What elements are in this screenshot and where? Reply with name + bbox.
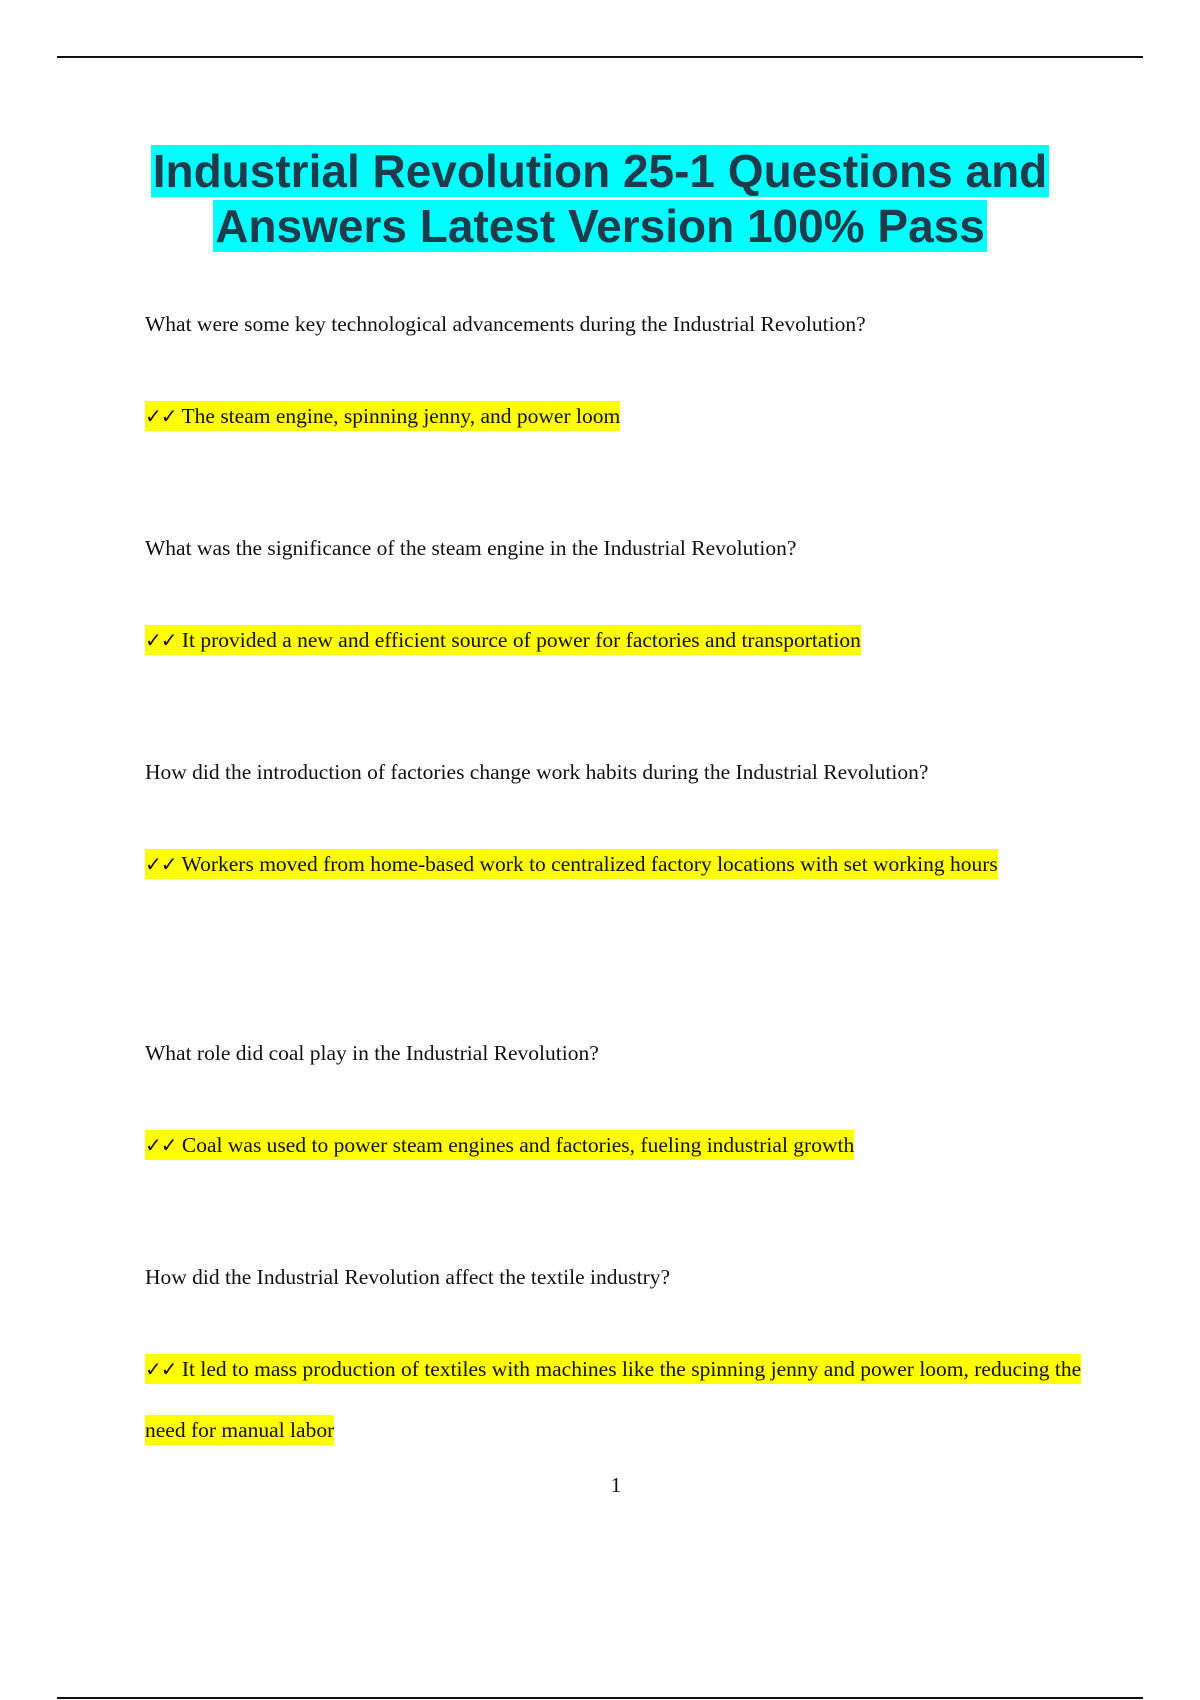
question-text: What role did coal play in the Industrial Revolution?	[145, 1041, 599, 1065]
answer-text: It led to mass production of textiles with machines like the spinning jenny and power loom, reducing the need for manual labor	[145, 1357, 1082, 1442]
answer-highlight	[145, 1130, 854, 1160]
answer	[145, 610, 1105, 671]
answer	[145, 1339, 1105, 1461]
qa-item	[145, 757, 1105, 895]
answer-text: It provided a new and efficient source of power for factories and transportation	[181, 628, 861, 652]
header-rule	[57, 56, 1143, 58]
document-title-text: Industrial Revolution 25-1 Questions and Answers Latest Version 100% Pass	[152, 145, 1048, 252]
qa-item	[145, 533, 1105, 671]
answer-highlight	[145, 401, 620, 431]
answer-text: Coal was used to power steam engines and factories, fueling industrial growth	[181, 1133, 855, 1157]
double-check-icon: ✓✓	[145, 1133, 177, 1157]
answer	[145, 834, 1105, 895]
answer	[145, 386, 1105, 447]
question-text: What was the significance of the steam engine in the Industrial Revolution?	[145, 536, 797, 560]
double-check-icon: ✓✓	[145, 1357, 177, 1381]
question-text: What were some key technological advancements during the Industrial Revolution?	[145, 312, 866, 336]
footer-rule	[57, 1697, 1143, 1699]
double-check-icon: ✓✓	[145, 404, 177, 428]
answer-text: The steam engine, spinning jenny, and power loom	[181, 404, 621, 428]
document-title	[100, 144, 1100, 254]
answer-text: Workers moved from home-based work to centralized factory locations with set working hours	[181, 852, 998, 876]
question-text: How did the introduction of factories change work habits during the Industrial Revolution?	[145, 760, 929, 784]
double-check-icon: ✓✓	[145, 852, 177, 876]
answer-highlight	[145, 1354, 1081, 1445]
double-check-icon: ✓✓	[145, 628, 177, 652]
qa-item	[145, 1038, 1105, 1176]
answer-highlight	[145, 849, 998, 879]
answer	[145, 1115, 1105, 1176]
qa-item	[145, 1262, 1105, 1461]
page-number: 1	[610, 1473, 622, 1497]
question-text: How did the Industrial Revolution affect the textile industry?	[145, 1265, 671, 1289]
qa-item	[145, 309, 1105, 447]
answer-highlight	[145, 625, 861, 655]
